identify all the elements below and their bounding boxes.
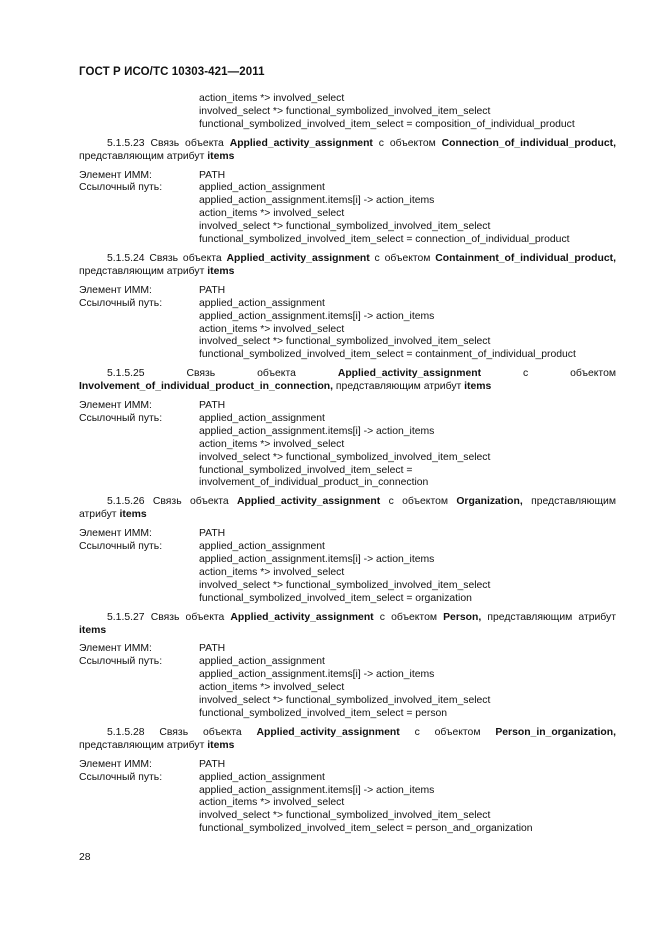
- target-entity: Person_in_organization,: [495, 726, 616, 738]
- document-header: ГОСТ Р ИСО/ТС 10303-421—2011: [79, 66, 265, 78]
- reference-path-label: Ссылочный путь:: [79, 182, 163, 194]
- reference-path-line: involved_select *> functional_symbolized_involved_item_select: [199, 579, 491, 591]
- target-entity: Person,: [443, 611, 482, 623]
- reference-path-line: applied_action_assignment.items[i] -> action_items: [199, 669, 435, 681]
- section-heading: [79, 253, 616, 279]
- document-body: [79, 93, 616, 842]
- heading-text: с объектом: [373, 611, 444, 623]
- target-entity: Connection_of_individual_product,: [441, 137, 616, 149]
- reference-path-line: applied_action_assignment: [199, 412, 325, 424]
- code-line: functional_symbolized_involved_item_select = composition_of_individual_product: [199, 118, 575, 130]
- section-number: 5.1.5.27: [107, 611, 145, 623]
- attribute-name: items: [207, 150, 235, 162]
- section-heading: [79, 138, 616, 164]
- reference-path-line: functional_symbolized_involved_item_select = person: [199, 707, 448, 719]
- reference-path-line: involvement_of_individual_product_in_connection: [199, 477, 429, 489]
- aim-element-row: [79, 528, 616, 541]
- reference-path-row: [79, 298, 616, 311]
- aim-element-row: [79, 170, 616, 183]
- intro-code-block: [79, 93, 616, 132]
- source-entity: Applied_activity_assignment: [237, 496, 381, 508]
- mapping-section: [79, 612, 616, 721]
- aim-element-value: PATH: [199, 643, 226, 655]
- reference-path-line: applied_action_assignment.items[i] -> action_items: [199, 310, 435, 322]
- aim-element-value: PATH: [199, 169, 226, 181]
- mapping-section: [79, 253, 616, 362]
- reference-path-line: action_items *> involved_select: [199, 438, 345, 450]
- reference-path-line: involved_select *> functional_symbolized_involved_item_select: [199, 451, 491, 463]
- source-entity: Applied_activity_assignment: [256, 726, 400, 738]
- aim-element-label: Элемент ИММ:: [79, 169, 152, 181]
- heading-text: с объектом: [399, 726, 496, 738]
- reference-path-row: [79, 541, 616, 554]
- heading-text: Связь объекта: [144, 496, 238, 508]
- mapping-section: [79, 727, 616, 836]
- target-entity: Containment_of_individual_product,: [435, 252, 616, 264]
- code-line: action_items *> involved_select: [199, 93, 345, 104]
- reference-path-label: Ссылочный путь:: [79, 656, 163, 668]
- target-entity: Involvement_of_individual_product_in_connection,: [79, 381, 334, 393]
- section-heading: [79, 368, 616, 394]
- reference-path-line: functional_symbolized_involved_item_select = person_and_organization: [199, 823, 533, 835]
- section-number: 5.1.5.28: [107, 726, 145, 738]
- reference-path-label: Ссылочный путь:: [79, 771, 163, 783]
- reference-path-line: applied_action_assignment: [199, 297, 325, 309]
- reference-path-label: Ссылочный путь:: [79, 412, 163, 424]
- aim-element-label: Элемент ИММ:: [79, 643, 152, 655]
- heading-text: Связь объекта: [144, 252, 227, 264]
- reference-path-row: [79, 182, 616, 195]
- reference-path-line: involved_select *> functional_symbolized_involved_item_select: [199, 695, 491, 707]
- reference-path-line: applied_action_assignment: [199, 771, 325, 783]
- reference-path-line: applied_action_assignment.items[i] -> action_items: [199, 784, 435, 796]
- reference-path-line: applied_action_assignment.items[i] -> action_items: [199, 425, 435, 437]
- reference-path-line: action_items *> involved_select: [199, 682, 345, 694]
- aim-element-label: Элемент ИММ:: [79, 400, 152, 412]
- reference-path-row: [79, 656, 616, 669]
- mapping-section: [79, 496, 616, 605]
- reference-path-row: [79, 772, 616, 785]
- target-entity: Organization,: [456, 496, 523, 508]
- section-number: 5.1.5.24: [107, 252, 145, 264]
- attribute-name: items: [207, 265, 235, 277]
- aim-element-row: [79, 643, 616, 656]
- reference-path-line: applied_action_assignment: [199, 541, 325, 553]
- section-number: 5.1.5.25: [107, 368, 145, 380]
- reference-path-line: involved_select *> functional_symbolized_involved_item_select: [199, 336, 491, 348]
- mapping-section: [79, 368, 616, 490]
- sections-container: [79, 138, 616, 836]
- reference-path-line: action_items *> involved_select: [199, 208, 345, 220]
- reference-path-line: applied_action_assignment: [199, 182, 325, 194]
- attribute-name: items: [119, 509, 147, 521]
- aim-element-value: PATH: [199, 528, 226, 540]
- section-heading: [79, 727, 616, 753]
- reference-path-line: functional_symbolized_involved_item_select = containment_of_individual_product: [199, 349, 576, 361]
- aim-element-value: PATH: [199, 758, 226, 770]
- code-line: involved_select *> functional_symbolized_involved_item_select: [199, 105, 491, 117]
- heading-text: с объектом: [380, 496, 457, 508]
- heading-text: с объектом: [369, 252, 436, 264]
- source-entity: Applied_activity_assignment: [226, 252, 370, 264]
- page-number: 28: [79, 852, 91, 863]
- reference-path-line: applied_action_assignment.items[i] -> action_items: [199, 554, 435, 565]
- reference-path-line: functional_symbolized_involved_item_select =: [199, 464, 413, 476]
- reference-path-row: [79, 413, 616, 426]
- source-entity: Applied_activity_assignment: [230, 611, 374, 623]
- heading-text: с объектом: [372, 137, 442, 149]
- reference-path-line: involved_select *> functional_symbolized_involved_item_select: [199, 810, 491, 822]
- heading-text: Связь объекта: [144, 726, 257, 738]
- reference-path-line: applied_action_assignment.items[i] -> action_items: [199, 195, 435, 207]
- section-number: 5.1.5.26: [107, 496, 145, 508]
- aim-element-row: [79, 285, 616, 298]
- attribute-name: items: [207, 739, 235, 751]
- heading-text: представляющим атрибут: [481, 611, 616, 623]
- heading-text: представляющим атрибут: [79, 150, 208, 162]
- heading-text: Связь объекта: [144, 611, 231, 623]
- aim-element-value: PATH: [199, 400, 226, 412]
- attribute-name: items: [464, 381, 492, 393]
- reference-path-line: functional_symbolized_involved_item_select = connection_of_individual_product: [199, 234, 570, 246]
- aim-element-label: Элемент ИММ:: [79, 284, 152, 296]
- heading-text: представляющим атрибут: [333, 381, 465, 393]
- reference-path-line: action_items *> involved_select: [199, 797, 345, 809]
- aim-element-row: [79, 759, 616, 772]
- source-entity: Applied_activity_assignment: [229, 137, 373, 149]
- heading-text: представляющим атрибут: [79, 496, 616, 521]
- reference-path-label: Ссылочный путь:: [79, 541, 163, 553]
- reference-path-label: Ссылочный путь:: [79, 297, 163, 309]
- aim-element-label: Элемент ИММ:: [79, 528, 152, 540]
- aim-element-value: PATH: [199, 284, 226, 296]
- reference-path-line: functional_symbolized_involved_item_select = organization: [199, 592, 472, 604]
- heading-text: представляющим атрибут: [79, 739, 208, 751]
- reference-path-line: action_items *> involved_select: [199, 566, 345, 578]
- attribute-name: items: [79, 624, 107, 636]
- mapping-section: [79, 138, 616, 247]
- heading-text: Связь объекта: [144, 368, 338, 380]
- section-heading: [79, 496, 616, 522]
- heading-text: представляющим атрибут: [79, 265, 208, 277]
- heading-text: Связь объекта: [144, 137, 230, 149]
- heading-text: с объектом: [481, 368, 616, 380]
- reference-path-line: applied_action_assignment: [199, 656, 325, 668]
- aim-element-label: Элемент ИММ:: [79, 758, 152, 770]
- section-heading: [79, 612, 616, 638]
- reference-path-line: involved_select *> functional_symbolized_involved_item_select: [199, 221, 491, 233]
- aim-element-row: [79, 400, 616, 413]
- reference-path-line: action_items *> involved_select: [199, 323, 345, 335]
- source-entity: Applied_activity_assignment: [337, 368, 482, 380]
- section-number: 5.1.5.23: [107, 137, 145, 149]
